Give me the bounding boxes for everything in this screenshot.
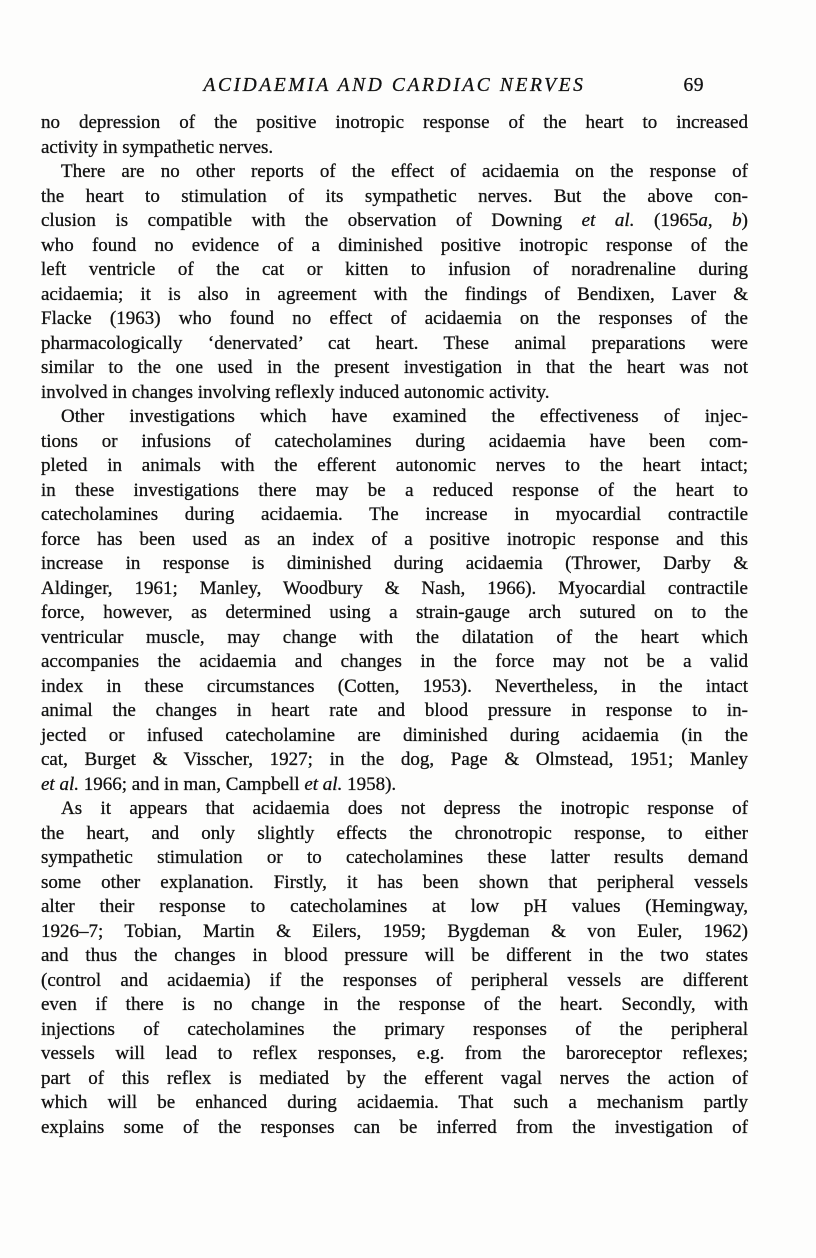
text-body [41,111,748,1140]
text-segment: Aldinger, 1961; Manley, Woodbury & Nash, 1966). Myocardial contractile [41,577,748,599]
text-line [41,773,748,798]
text-segment: alter their response to catecholamines at low pH values (Hemingway, [41,896,748,917]
text-segment: vessels will lead to reflex responses, e.g. from the baroreceptor reflexes; [41,1043,748,1064]
text-line [41,895,748,920]
running-head-title: ACIDAEMIA AND CARDIAC NERVES [203,75,586,96]
text-line [41,234,748,259]
text-segment: pharmacologically ‘denervated’ cat heart. These animal preparations were [41,332,748,354]
page-number: 69 [683,75,704,96]
text-line [41,969,748,994]
text-line [41,405,748,430]
text-segment: tions or infusions of catecholamines during acidaemia have been com- [41,430,748,452]
text-line [41,577,748,602]
text-line [41,430,748,455]
text-line [41,479,748,504]
italic-text: et al. [581,210,635,231]
text-segment: part of this reflex is mediated by the efferent vagal nerves the action of [41,1067,748,1089]
text-line [41,552,748,577]
text-segment: animal the changes in heart rate and blood pressure in response to in- [41,700,748,721]
text-segment: and thus the changes in blood pressure will be different in the two states [41,945,748,966]
text-segment: (1965 [634,210,699,231]
text-line [41,822,748,847]
text-segment: force, however, as determined using a strain-gauge arch sutured on to the [41,602,748,623]
text-line [41,209,748,234]
text-segment: some other explanation. Firstly, it has been shown that peripheral vessels [41,871,748,893]
text-line [41,307,748,332]
text-segment: sympathetic stimulation or to catecholamines these latter results demand [41,847,748,868]
text-line [41,650,748,675]
text-segment: injections of catecholamines the primary responses of the peripheral [41,1018,748,1040]
text-segment: Other investigations which have examined the effectiveness of injec- [61,406,748,427]
text-segment: cat, Burget & Visscher, 1927; in the dog, Page & Olmstead, 1951; Manley [41,749,748,770]
text-segment: , [707,210,733,231]
text-line [41,160,748,185]
text-line [41,528,748,553]
text-line [41,356,748,381]
text-line [41,1067,748,1092]
text-segment: catecholamines during acidaemia. The increase in myocardial contractile [41,504,748,525]
text-line [41,185,748,210]
text-line [41,675,748,700]
text-segment: acidaemia; it is also in agreement with the findings of Bendixen, Laver & [41,283,748,305]
paragraph [41,160,748,405]
text-segment: in these investigations there may be a reduced response of the heart to [41,479,748,501]
text-line [41,503,748,528]
text-segment: who found no evidence of a diminished positive inotropic response of the [41,234,748,256]
text-line [41,920,748,945]
paragraph [41,797,748,1140]
text-segment: which will be enhanced during acidaemia. That such a mechanism partly [41,1092,748,1113]
text-line [41,748,748,773]
text-segment: the heart to stimulation of its sympathetic nerves. But the above con- [41,185,748,207]
text-line [41,724,748,749]
text-segment: clusion is compatible with the observation of Downing [41,210,582,231]
text-line [41,797,748,822]
text-segment: (control and acidaemia) if the responses of peripheral vessels are different [41,969,748,991]
text-segment: 1958). [342,773,397,795]
italic-text: et al. [41,773,79,795]
text-line [41,1091,748,1116]
text-segment: similar to the one used in the present investigation in that the heart was not [41,357,748,378]
text-line [41,699,748,724]
text-line [41,258,748,283]
text-segment: accompanies the acidaemia and changes in the force may not be a valid [41,651,748,672]
text-segment: jected or infused catecholamine are diminished during acidaemia (in the [41,724,748,746]
text-line [41,111,748,136]
text-line [41,1042,748,1067]
text-segment: even if there is no change in the response of the heart. Secondly, with [41,994,748,1015]
text-segment: force has been used as an index of a positive inotropic response and this [41,528,748,550]
text-line [41,993,748,1018]
text-segment: left ventricle of the cat or kitten to infusion of noradrenaline during [41,259,748,280]
text-segment: explains some of the responses can be inferred from the investigation of [41,1116,748,1138]
text-segment: involved in changes involving reflexly induced autonomic activity. [41,381,550,403]
text-segment: 1926–7; Tobian, Martin & Eilers, 1959; Bygdeman & von Euler, 1962) [41,920,748,942]
paragraph [41,111,748,160]
text-segment: 1966; and in man, Campbell [79,773,305,795]
text-segment: There are no other reports of the effect of acidaemia on the response of [61,161,748,182]
text-segment: pleted in animals with the efferent autonomic nerves to the heart intact; [41,455,748,476]
text-segment: ventricular muscle, may change with the dilatation of the heart which [41,626,748,648]
text-line [41,626,748,651]
text-segment: activity in sympathetic nerves. [41,136,274,158]
text-line [41,944,748,969]
text-segment: the heart, and only slightly effects the chronotropic response, to either [41,822,748,844]
text-segment: increase in response is diminished during acidaemia (Thrower, Darby & [41,553,748,574]
text-line [41,1116,748,1141]
text-line [41,871,748,896]
text-line [41,601,748,626]
text-line [41,283,748,308]
running-head [41,74,748,98]
text-segment: ) [741,210,748,231]
italic-text: a [698,210,708,231]
text-line [41,381,748,406]
text-line [41,136,748,161]
text-line [41,332,748,357]
text-segment: Flacke (1963) who found no effect of acidaemia on the responses of the [41,308,748,329]
text-line [41,454,748,479]
text-line [41,846,748,871]
paragraph [41,405,748,797]
italic-text: b [732,210,742,231]
text-segment: index in these circumstances (Cotten, 1953). Nevertheless, in the intact [41,675,748,697]
text-segment: no depression of the positive inotropic response of the heart to increased [41,112,748,133]
text-segment: As it appears that acidaemia does not depress the inotropic response of [61,798,748,819]
italic-text: et al. [304,773,343,795]
text-column [41,74,748,1140]
text-line [41,1018,748,1043]
